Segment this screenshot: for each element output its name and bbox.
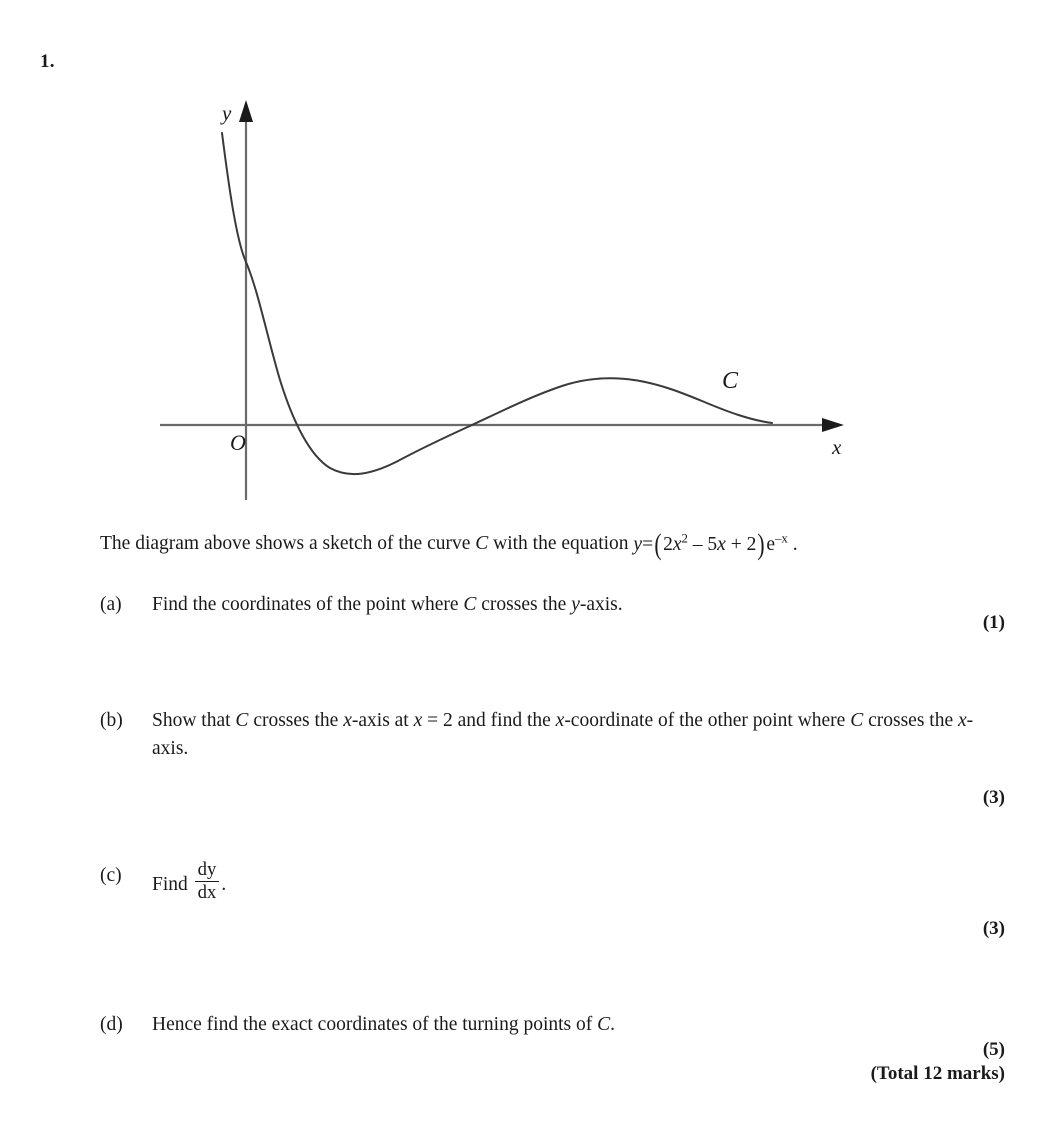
y-axis-label: y: [222, 101, 232, 125]
origin-label: O: [230, 430, 246, 455]
equation-plus: +: [730, 534, 742, 555]
derivative-denominator: dx: [195, 881, 220, 903]
equation-coef-quadratic: 2: [663, 534, 673, 555]
part-a-tag: (a): [100, 594, 122, 615]
question-part-d: [100, 1011, 1000, 1039]
curve-sketch-figure: [150, 90, 910, 520]
equation-var-1: x: [672, 534, 682, 555]
part-c-marks: (3): [982, 918, 1005, 939]
equation-equals: =: [642, 534, 654, 555]
equation-power: 2: [681, 531, 688, 546]
equation-var-2: x: [717, 534, 726, 555]
question-stem: [100, 528, 798, 561]
derivative-numerator: dy: [197, 859, 217, 880]
part-c-verb: Find: [152, 874, 188, 896]
part-b-text: Show that C crosses the x-axis at x = 2 and find the x-coordinate of the other point where C crosses the x-axis.: [152, 710, 974, 759]
x-axis: [160, 418, 844, 432]
equation-minus: –: [692, 534, 703, 555]
curve-equation: $y=(2x^2 - 5x + 2)e^{-x}$ .: [633, 528, 798, 561]
equation-period: .: [792, 534, 798, 555]
part-c-text: [152, 859, 980, 905]
total-marks: (Total 12 marks): [870, 1063, 1005, 1084]
stem-mid: with the equation: [493, 533, 629, 554]
equation-exponent: –x: [774, 531, 788, 546]
part-d-text: Hence find the exact coordinates of the turning points of C.: [152, 1014, 616, 1035]
question-part-b: [100, 707, 1000, 762]
x-axis-label: x: [832, 435, 842, 459]
part-c-tag: (c): [100, 865, 122, 886]
part-d-marks: (5): [982, 1039, 1005, 1060]
equation-exp-base: e: [766, 534, 775, 555]
equation-lhs: y: [633, 534, 643, 555]
question-part-c: [100, 859, 980, 905]
part-b-marks: (3): [982, 787, 1005, 808]
question-number: 1.: [40, 51, 55, 72]
derivative-fraction: [195, 860, 220, 903]
equation-constant: 2: [746, 534, 757, 555]
stem-lead: The diagram above shows a sketch of the curve: [100, 533, 471, 554]
part-a-text: Find the coordinates of the point where C crosses the y-axis.: [152, 594, 623, 615]
equation-coef-linear: 5: [707, 534, 718, 555]
curve-label: C: [722, 368, 739, 394]
part-c-period: .: [221, 874, 227, 896]
part-a-marks: (1): [982, 612, 1005, 633]
stem-curve-name: C: [475, 533, 489, 554]
part-b-tag: (b): [100, 710, 123, 731]
curve-path: [222, 133, 772, 474]
part-d-tag: (d): [100, 1014, 123, 1035]
